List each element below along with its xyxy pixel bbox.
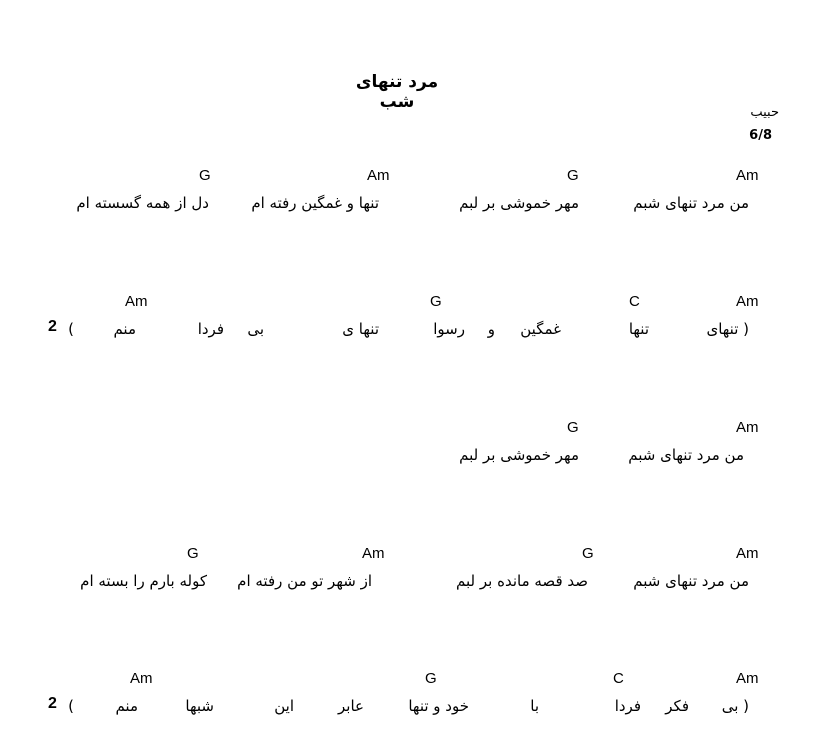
song-title: مرد تنهای شب <box>355 72 439 112</box>
lyric-segment: بی <box>247 320 264 338</box>
chord: C <box>613 670 624 687</box>
chord: Am <box>130 670 153 687</box>
chord: Am <box>736 167 759 184</box>
chord: C <box>629 293 640 310</box>
repeat-count: 2 <box>48 318 57 335</box>
lyric-segment: تنها ی <box>342 320 379 338</box>
lyric-segment: ) <box>68 320 74 338</box>
lyric-segment: مهر خموشی بر لبم <box>459 194 579 212</box>
lyric-segment: فکر <box>665 697 689 715</box>
time-signature: 6/8 <box>749 128 772 143</box>
chord: Am <box>367 167 390 184</box>
lyric-segment: از شهر تو من رفته ام <box>237 572 372 590</box>
lyric-segment: دل از همه گسسته ام <box>76 194 209 212</box>
chord: G <box>187 545 199 562</box>
repeat-count: 2 <box>48 695 57 712</box>
lyric-segment: من مرد تنهای شبم <box>633 194 749 212</box>
chord: Am <box>736 419 759 436</box>
chord: Am <box>125 293 148 310</box>
lyric-segment: من مرد تنهای شبم <box>628 446 744 464</box>
lyric-segment: ) <box>68 697 74 715</box>
lyric-segment: عابر <box>338 697 364 715</box>
composer-name: حبیب <box>750 105 779 120</box>
lyric-segment: تنها <box>628 320 649 338</box>
lyric-segment: منم <box>113 320 136 338</box>
chord: G <box>582 545 594 562</box>
chord: Am <box>362 545 385 562</box>
lyric-segment: صد قصه مانده بر لبم <box>456 572 588 590</box>
chord: Am <box>736 293 759 310</box>
lyric-segment: با <box>530 697 539 715</box>
lyric-segment: فردا <box>197 320 224 338</box>
chord: Am <box>736 670 759 687</box>
lyric-segment: تنها و غمگین رفته ام <box>251 194 379 212</box>
lyric-segment: ( بی <box>721 697 749 715</box>
lyric-segment: من مرد تنهای شبم <box>633 572 749 590</box>
lyric-segment: منم <box>115 697 138 715</box>
lyric-segment: این <box>274 697 294 715</box>
chord: G <box>425 670 437 687</box>
lyric-segment: ( تنهای <box>706 320 749 338</box>
chord: G <box>430 293 442 310</box>
lyric-segment: و <box>487 320 495 338</box>
lyric-segment: خود و تنها <box>408 697 469 715</box>
lyric-segment: مهر خموشی بر لبم <box>459 446 579 464</box>
chord: G <box>199 167 211 184</box>
chord: Am <box>736 545 759 562</box>
lyric-segment: فردا <box>614 697 641 715</box>
lyric-segment: شبها <box>185 697 214 715</box>
chord: G <box>567 167 579 184</box>
lyric-segment: غمگین <box>520 320 561 338</box>
chord: G <box>567 419 579 436</box>
lyric-segment: کوله بارم را بسته ام <box>80 572 207 590</box>
lyric-segment: رسوا <box>433 320 465 338</box>
